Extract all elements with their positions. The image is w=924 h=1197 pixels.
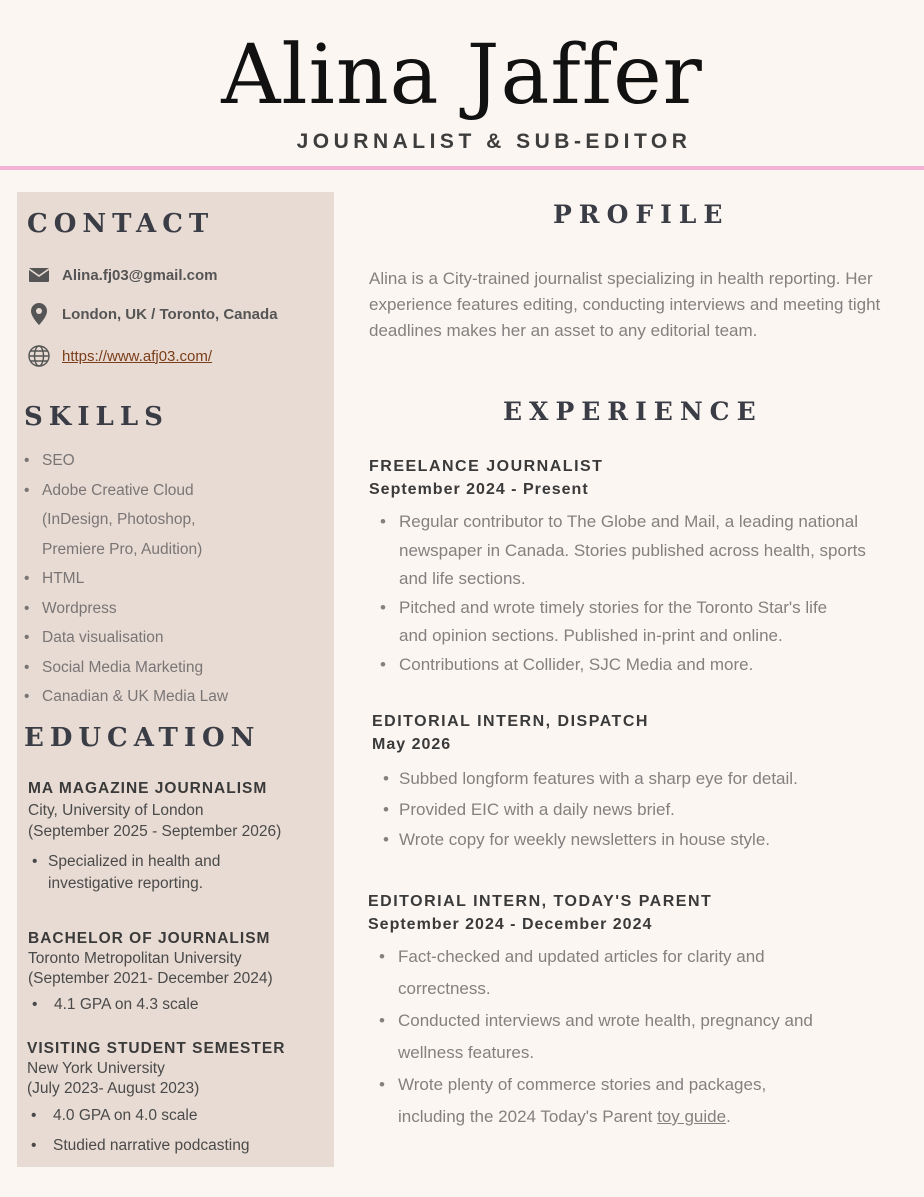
contact-email-row [28,264,218,286]
education-dates: (September 2021- December 2024) [28,970,273,987]
education-bullet: • 4.1 GPA on 4.3 scale [28,994,273,1016]
job-dates: May 2026 [372,736,452,753]
degree-title: BACHELOR OF JOURNALISM [28,930,271,947]
job-bullet: • Conducted interviews and wrote health, pregnancy and wellness features. [368,1005,838,1069]
education-entry [28,929,273,1016]
skill-item: • Adobe Creative Cloud [24,476,228,506]
job-bullet: • Provided EIC with a daily news brief. [372,795,912,826]
skills-list [24,446,228,712]
job-dates: September 2024 - December 2024 [368,916,653,933]
globe-icon [28,345,50,367]
job-bullet: • Regular contributor to The Globe and Mail, a leading national newspaper in Canada. Stories published across health, sports and life sections. [369,508,869,594]
school-name: New York University [27,1060,165,1077]
experience-heading: EXPERIENCE [503,397,763,426]
map-pin-icon [28,303,50,325]
skill-item: • Social Media Marketing [24,653,228,683]
experience-entry [369,455,909,679]
header-divider [0,166,924,170]
education-entry [28,779,281,895]
job-bullet: • Fact-checked and updated articles for clarity and correctness. [368,941,838,1005]
education-bullet: • Studied narrative podcasting [27,1129,285,1163]
job-bullet: • Contributions at Collider, SJC Media and more. [369,651,869,680]
school-name: Toronto Metropolitan University [28,950,242,967]
skill-item: • SEO [24,446,228,476]
website-link[interactable]: https://www.afj03.com/ [62,347,213,365]
profile-summary: Alina is a City-trained journalist specializing in health reporting. Her experience features editing, conducting interviews and meeting tight deadlines makes her an asset to any editorial team. [369,269,881,340]
school-name: City, University of London [28,802,204,819]
skill-item: • Data visualisation [24,623,228,653]
resume-name: Alina Jaffer [221,28,703,123]
envelope-icon [28,264,50,286]
job-bullet-text: Wrote plenty of commerce stories and packages, including the 2024 Today's Parent [398,1075,767,1126]
experience-entry [368,890,908,1133]
skill-item: • Canadian & UK Media Law [24,682,228,712]
job-title: JOURNALIST & SUB-EDITOR [296,130,692,153]
degree-title: MA MAGAZINE JOURNALISM [28,780,268,797]
skills-heading: SKILLS [24,402,169,432]
contact-email[interactable]: Alina.fj03@gmail.com [62,266,218,284]
skill-item: • Wordpress [24,594,228,624]
contact-heading: CONTACT [27,209,215,239]
contact-location-row [28,303,278,325]
profile-heading: PROFILE [553,200,730,229]
education-heading: EDUCATION [24,723,261,753]
job-title: EDITORIAL INTERN, DISPATCH [372,713,649,730]
link-suffix: . [726,1107,731,1126]
job-bullet [368,1069,838,1133]
experience-entry [372,710,912,856]
job-bullet: • Pitched and wrote timely stories for the Toronto Star's life and opinion sections. Published in-print and online. [369,594,844,651]
job-bullet: • Subbed longform features with a sharp eye for detail. [372,764,912,795]
skill-item-continuation: (InDesign, Photoshop, [42,511,196,528]
education-bullet: • Specialized in health and investigative reporting. [28,851,258,895]
toy-guide-link[interactable]: toy guide [657,1107,727,1126]
job-dates: September 2024 - Present [369,481,589,498]
contact-location: London, UK / Toronto, Canada [62,305,278,323]
education-dates: (September 2025 - September 2026) [28,823,282,840]
education-bullet: • 4.0 GPA on 4.0 scale [27,1103,285,1129]
skill-item-continuation: Premiere Pro, Audition) [42,540,203,558]
skill-item: • HTML [24,564,228,594]
job-bullet: • Wrote copy for weekly newsletters in house style. [372,825,912,856]
degree-title: VISITING STUDENT SEMESTER [27,1040,286,1057]
job-title: FREELANCE JOURNALIST [369,458,604,475]
contact-website-row [28,345,212,367]
job-title: EDITORIAL INTERN, TODAY'S PARENT [368,893,713,910]
education-entry [27,1039,285,1163]
education-dates: (July 2023- August 2023) [27,1080,200,1097]
